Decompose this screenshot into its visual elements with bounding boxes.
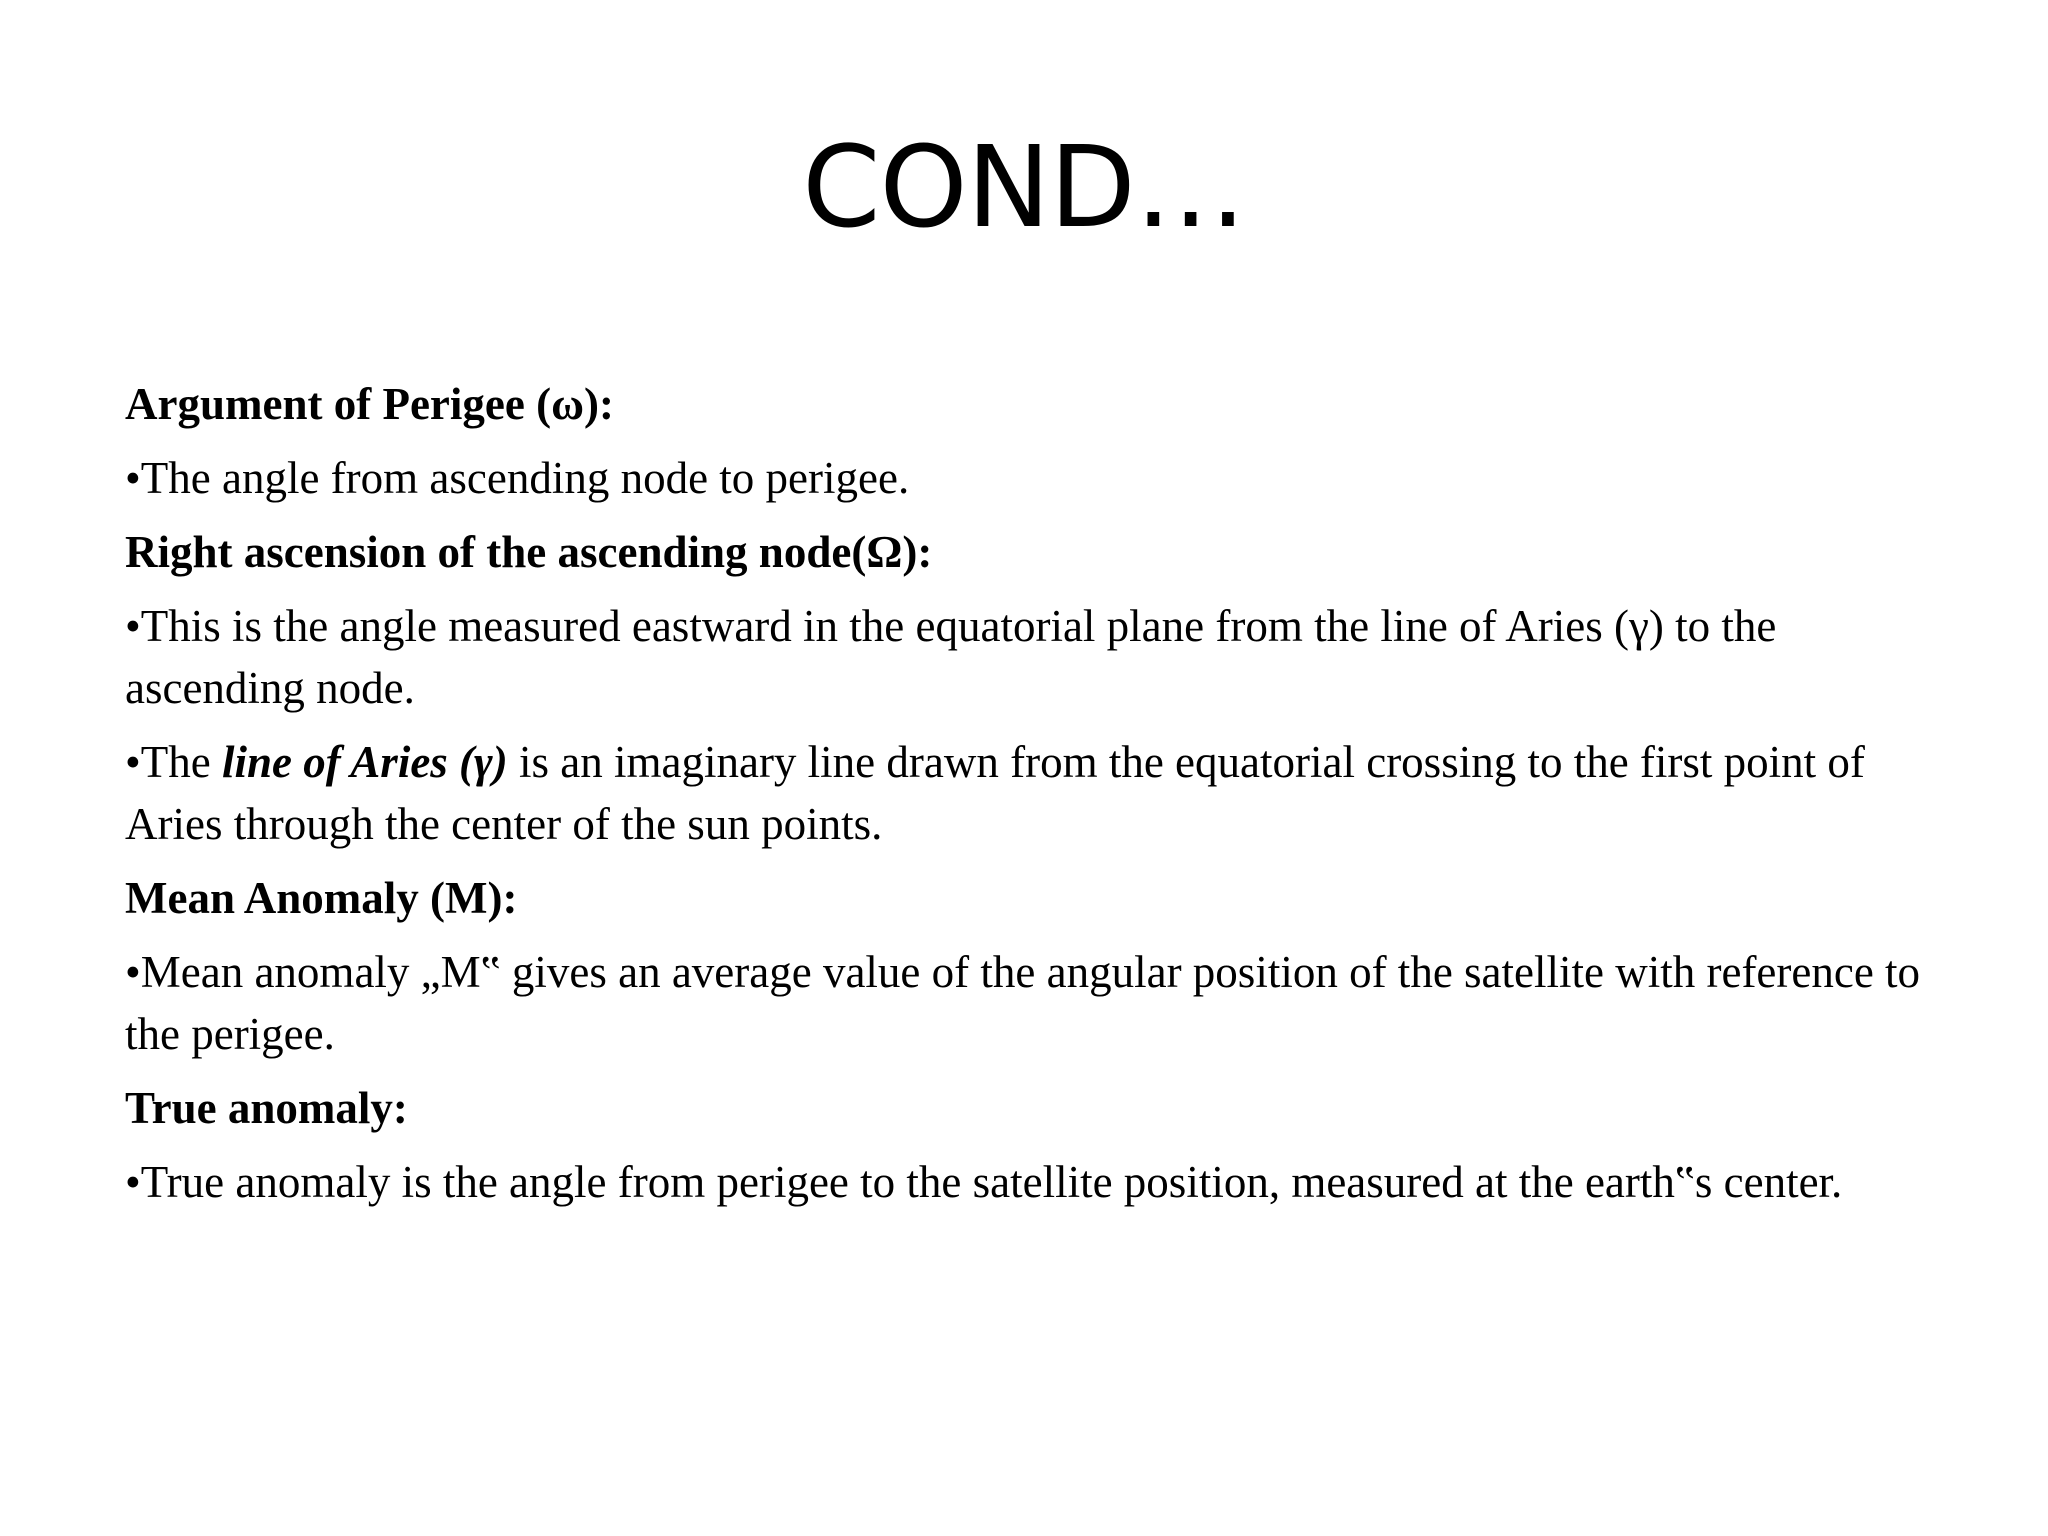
bullet-true-anomaly: •True anomaly is the angle from perigee to the satellite position, measured at the earth‟s center. [125,1157,1843,1207]
bullet-mean-anomaly: •Mean anomaly „M‟ gives an average value of the angular position of the satellite with reference to the perigee. [125,947,1921,1059]
slide-body [125,373,1955,1225]
bullet-argument-of-perigee: •The angle from ascending node to perigee. [125,453,910,503]
bullet-line-of-aries [125,731,1955,855]
bullet-right-ascension: •This is the angle measured eastward in the equatorial plane from the line of Aries (γ) to the ascending node. [125,601,1777,713]
bullet-line-of-aries-prefix: •The [125,737,222,787]
heading-right-ascension: Right ascension of the ascending node(Ω): [125,527,933,577]
heading-true-anomaly: True anomaly: [125,1083,408,1133]
heading-mean-anomaly: Mean Anomaly (M): [125,873,518,923]
bullet-line-of-aries-suffix: is an imaginary line drawn from the equatorial crossing to the first point of Aries through the center of the sun points. [125,737,1865,849]
slide-title: COND… [802,123,1246,253]
line-of-aries-emphasis: line of Aries (γ) [221,737,508,787]
heading-argument-of-perigee: Argument of Perigee (ω): [125,379,614,429]
